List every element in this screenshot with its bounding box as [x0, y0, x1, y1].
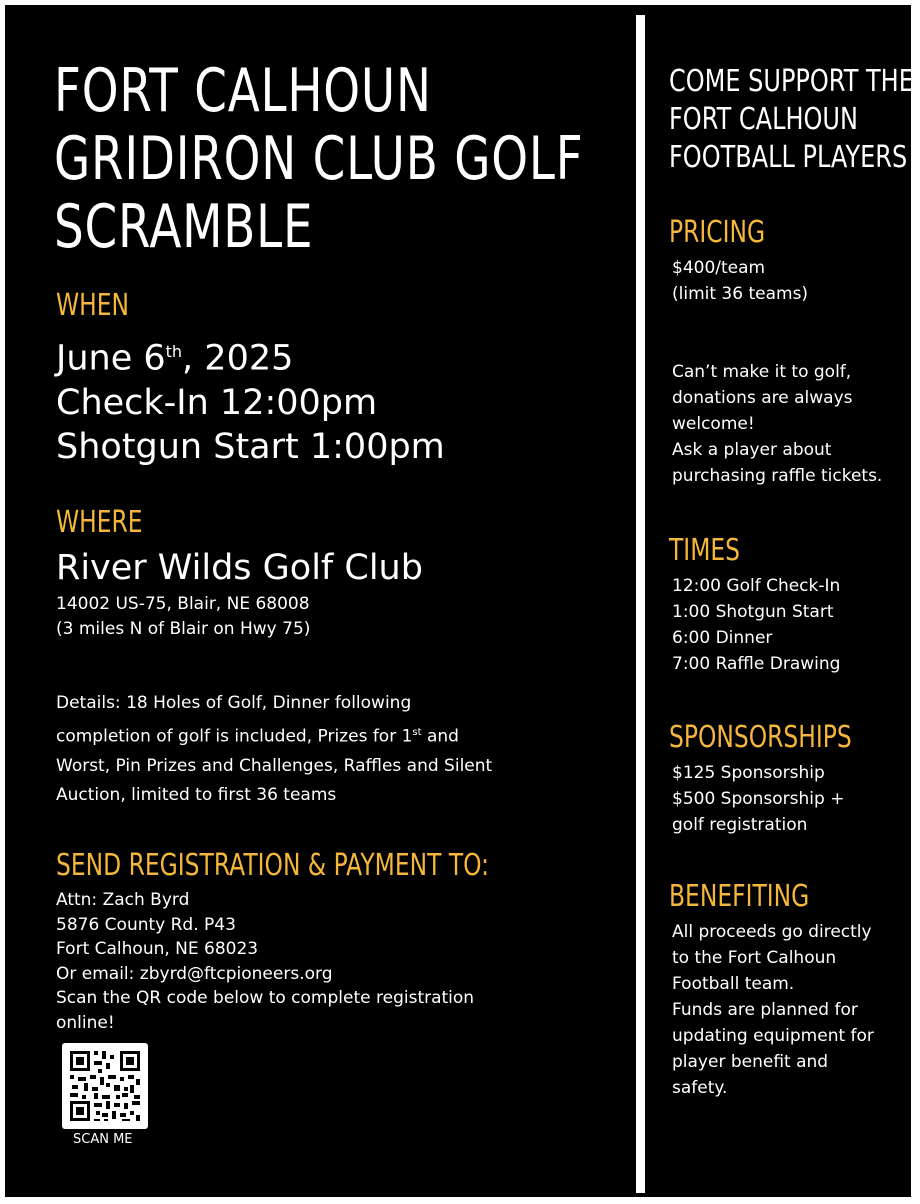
- venue-address-block: [56, 592, 310, 641]
- when-details: [56, 330, 445, 469]
- details-line-1: Details: 18 Holes of Golf, Dinner following: [56, 693, 412, 713]
- benefiting-heading: [669, 879, 849, 914]
- pricing-price: $400/team: [672, 258, 766, 278]
- benefiting-line-2: to the Fort Calhoun: [672, 948, 837, 968]
- registration-street: 5876 County Rd. P43: [56, 914, 236, 935]
- venue-name: River Wilds Golf Club: [56, 548, 423, 588]
- sponsorships-heading: [669, 720, 903, 755]
- benefiting-line-1: All proceeds go directly: [672, 922, 872, 942]
- when-heading: [56, 288, 150, 323]
- pricing-limit: (limit 36 teams): [672, 284, 809, 304]
- donations-line-3: welcome!: [672, 414, 755, 434]
- main-title: [54, 57, 733, 261]
- benefiting-line-4: Funds are planned for: [672, 1000, 858, 1020]
- where-heading: [56, 505, 167, 540]
- times-heading: [669, 533, 760, 568]
- sponsorship-item: $125 Sponsorship: [672, 763, 825, 783]
- donations-line-4: Ask a player about: [672, 440, 832, 460]
- when-heading-text: WHEN: [56, 288, 130, 323]
- event-date-day: June 6: [56, 338, 166, 379]
- benefiting-line-7: safety.: [672, 1078, 728, 1098]
- shotgun-time: Shotgun Start 1:00pm: [56, 426, 445, 467]
- benefiting-heading-text: BENEFITING: [669, 879, 810, 914]
- registration-online: online!: [56, 1012, 115, 1033]
- pricing-details: [672, 255, 808, 307]
- time-item: 1:00 Shotgun Start: [672, 602, 834, 622]
- sponsorships-list: [672, 760, 844, 838]
- details-line-2-sup: st: [412, 727, 422, 738]
- registration-heading-text: SEND REGISTRATION & PAYMENT TO:: [56, 848, 490, 883]
- support-title: [669, 63, 920, 177]
- donations-line-1: Can’t make it to golf,: [672, 362, 852, 382]
- venue-address: 14002 US-75, Blair, NE 68008: [56, 594, 310, 614]
- time-item: 7:00 Raffle Drawing: [672, 654, 841, 674]
- qr-caption: SCAN ME: [73, 1132, 133, 1147]
- donations-line-2: donations are always: [672, 388, 853, 408]
- main-title-line-3: SCRAMBLE: [54, 192, 314, 262]
- benefiting-line-5: updating equipment for: [672, 1026, 874, 1046]
- event-details: [56, 689, 492, 810]
- pricing-heading-text: PRICING: [669, 215, 766, 250]
- benefiting-line-6: player benefit and: [672, 1052, 829, 1072]
- checkin-time: Check-In 12:00pm: [56, 382, 378, 423]
- event-date: [56, 330, 445, 381]
- benefiting-text: [672, 919, 874, 1101]
- times-list: [672, 573, 840, 677]
- details-line-2-text: completion of golf is included, Prizes for 1: [56, 726, 413, 747]
- pricing-heading: [669, 215, 792, 250]
- support-title-line-1: COME SUPPORT THE: [669, 64, 914, 99]
- registration-email[interactable]: Or email: zbyrd@ftcpioneers.org: [56, 963, 333, 984]
- donations-line-5: purchasing raffle tickets.: [672, 466, 883, 486]
- sponsorships-heading-text: SPONSORSHIPS: [669, 720, 852, 755]
- registration-heading: [56, 848, 611, 883]
- sponsorship-item: $500 Sponsorship +: [672, 789, 845, 809]
- venue-directions: (3 miles N of Blair on Hwy 75): [56, 618, 311, 639]
- details-line-3: Worst, Pin Prizes and Challenges, Raffles and Silent: [56, 755, 493, 776]
- flyer-page: [5, 5, 914, 1197]
- main-title-line-2: GRIDIRON CLUB GOLF: [54, 124, 584, 194]
- event-date-suffix: th: [165, 342, 183, 361]
- times-heading-text: TIMES: [669, 533, 741, 568]
- time-item: 12:00 Golf Check-In: [672, 576, 841, 596]
- qr-code-icon[interactable]: [62, 1043, 148, 1129]
- registration-attn: Attn: Zach Byrd: [56, 890, 190, 910]
- registration-details: [56, 888, 474, 1035]
- benefiting-line-3: Football team.: [672, 974, 795, 994]
- where-heading-text: WHERE: [56, 505, 143, 540]
- details-line-2-end: and: [421, 726, 459, 747]
- details-line-2: [56, 718, 492, 752]
- details-line-4: Auction, limited to first 36 teams: [56, 784, 337, 805]
- time-item: 6:00 Dinner: [672, 628, 773, 648]
- main-title-line-1: FORT CALHOUN: [54, 56, 432, 126]
- donations-text: [672, 359, 882, 489]
- support-title-line-2: FORT CALHOUN: [669, 102, 858, 137]
- registration-qr-instruction: Scan the QR code below to complete registration: [56, 988, 475, 1008]
- registration-city: Fort Calhoun, NE 68023: [56, 939, 259, 959]
- event-date-year: , 2025: [182, 338, 294, 379]
- sponsorship-item: golf registration: [672, 815, 808, 835]
- support-title-line-3: FOOTBALL PLAYERS: [669, 140, 908, 175]
- column-divider: [636, 15, 645, 1193]
- qr-code-graphic: [62, 1043, 148, 1129]
